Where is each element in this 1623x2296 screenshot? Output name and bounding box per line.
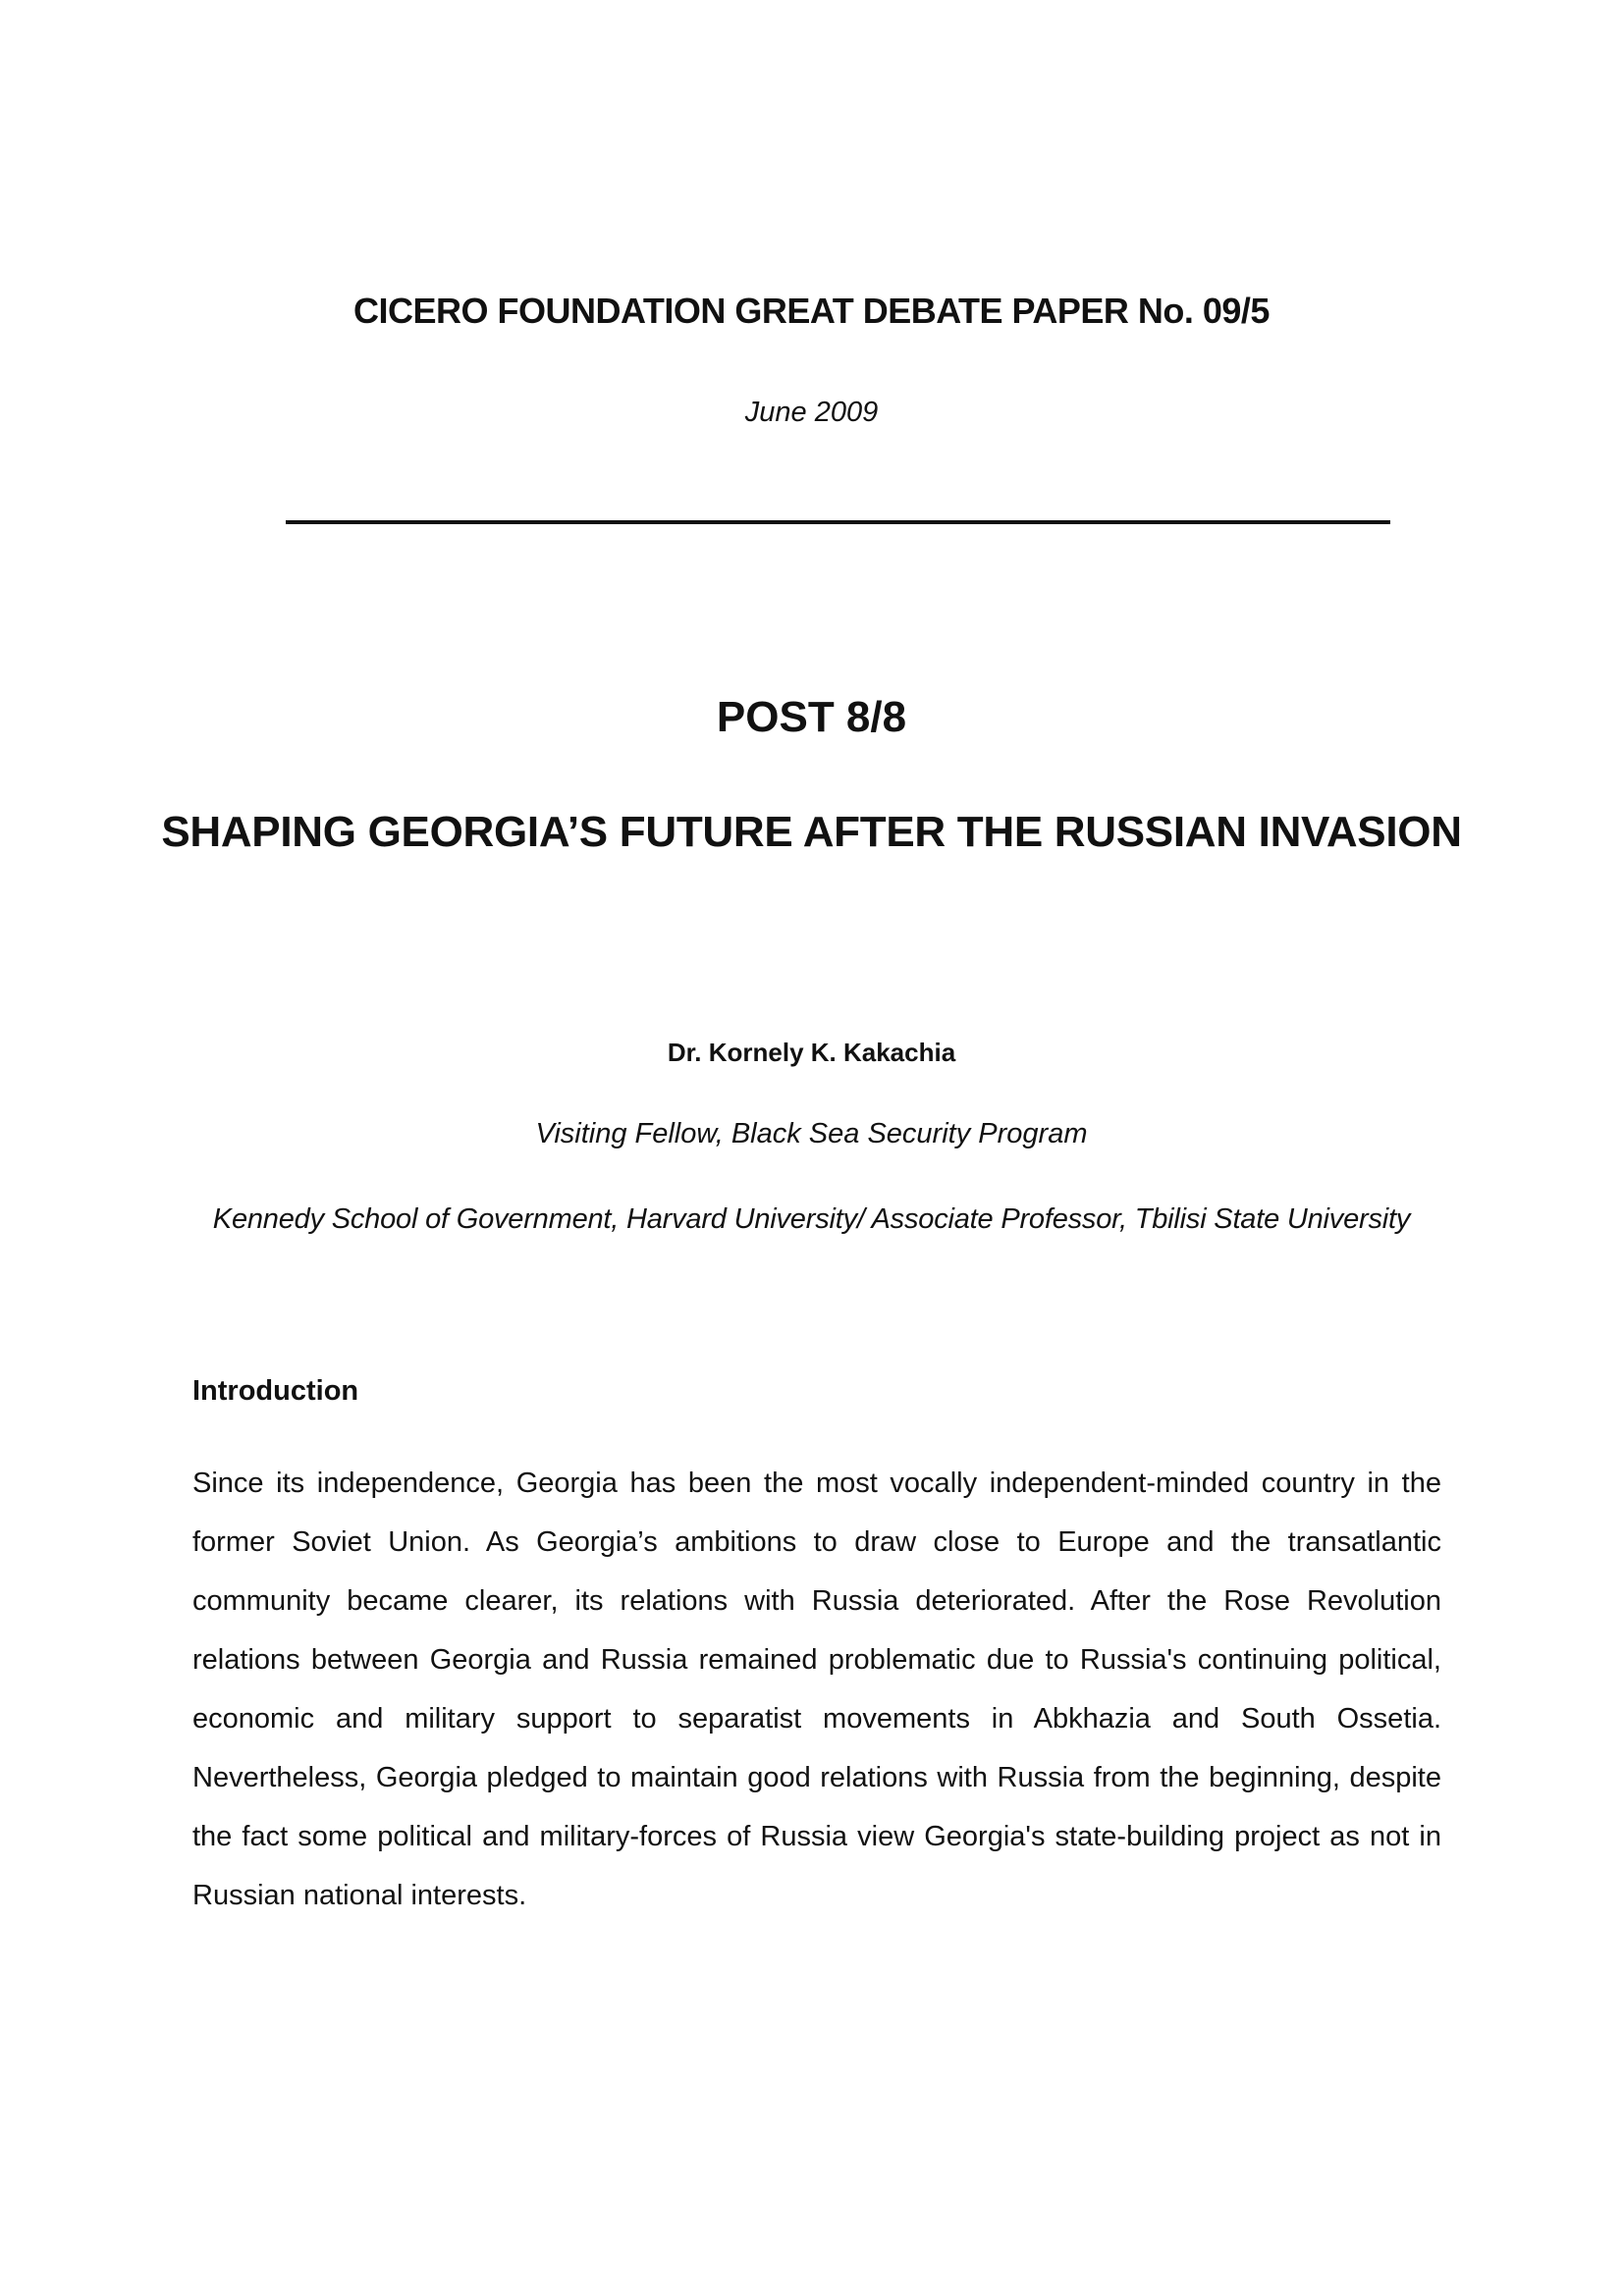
section-heading: Introduction [192, 1375, 359, 1407]
horizontal-rule [286, 520, 1390, 524]
author-name: Dr. Kornely K. Kakachia [667, 1038, 956, 1067]
series-title: CICERO FOUNDATION GREAT DEBATE PAPER No. 09/5 [353, 291, 1270, 331]
body-paragraph: Since its independence, Georgia has been the most vocally independent-minded country in the former Soviet Union. As Georgia’s ambitions to draw close to Europe and the transatlantic community became clearer, its relations with Russia deteriorated. After the Rose Revolution relations between Georgia and Russia remained problematic due to Russia's continuing political, economic and military support to separatist movements in Abkhazia and South Ossetia. Nevertheless, Georgia pledged to maintain good relations with Russia from the beginning, despite the fact some political and military-forces of Russia view Georgia's state-building project as not in Russian national interests. [192, 1468, 1441, 1911]
paper-title: POST 8/8 [716, 693, 907, 741]
author-affiliation-2: Kennedy School of Government, Harvard University/ Associate Professor, Tbilisi State University [212, 1203, 1411, 1235]
author-affiliation-1: Visiting Fellow, Black Sea Security Program [535, 1118, 1088, 1149]
paper-subtitle: SHAPING GEORGIA’S FUTURE AFTER THE RUSSIAN INVASION [161, 808, 1462, 856]
publication-date: June 2009 [744, 397, 879, 428]
